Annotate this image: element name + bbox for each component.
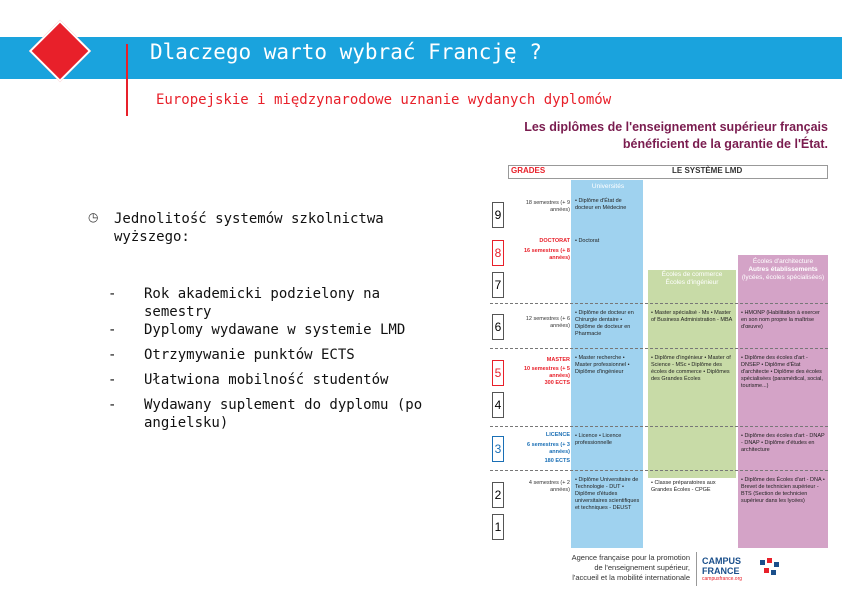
cell-ecoles-art-3: • Diplôme des écoles d'art - DNAP - DNAP • Diplôme d'études en architecture xyxy=(741,433,825,453)
grades-label: GRADES xyxy=(511,166,546,175)
dash-bullet: - xyxy=(108,397,117,413)
sub-list xyxy=(108,285,448,439)
licence-semestres: 6 semestres (+ 3 années) xyxy=(527,442,570,455)
level-9: 9 xyxy=(492,202,504,228)
campus-france-mark-icon xyxy=(758,556,782,578)
dash-bullet: - xyxy=(108,322,117,338)
level-3: 3 xyxy=(492,436,504,462)
licence-label: LICENCE xyxy=(545,432,570,438)
agency-text xyxy=(520,553,690,583)
universites-heading: Universités xyxy=(591,183,625,190)
page-title: Dlaczego warto wybrać Francję ? xyxy=(150,40,542,64)
list-item-text: Otrzymywanie punktów ECTS xyxy=(144,347,355,363)
list-item-text: Ułatwiona mobilność studentów xyxy=(144,372,389,388)
agency-line: Agence française pour la promotion xyxy=(571,553,690,562)
dash-bullet: - xyxy=(108,372,117,388)
grandes-ecoles-heading xyxy=(650,263,734,287)
system-label: LE SYSTÈME LMD xyxy=(672,166,743,175)
list-item xyxy=(108,285,448,321)
list-item xyxy=(108,371,448,389)
separator xyxy=(490,348,828,349)
doctorat-label: DOCTORAT xyxy=(539,238,570,244)
cell-ecoles-art-5: • Diplôme des écoles d'art - DNSEP • Diplôme d'État d'architecte • Diplôme des écoles spécialisées (paramédical, social, tourisme...) xyxy=(741,355,823,389)
master-semestres: 10 semestres (+ 5 années) xyxy=(523,366,570,379)
cell-grandes-ecoles-5: • Diplôme d'ingénieur • Master of Science - MSc • Diplôme des écoles de commerce • Diplômes des Grandes Écoles xyxy=(651,355,731,382)
cell-grandes-ecoles-2: • Classe préparatoires aux Grandes Écoles - CPGE xyxy=(651,480,716,493)
master-label: MASTER xyxy=(546,357,570,363)
footer-divider xyxy=(696,552,697,586)
cell-ecoles-art-2: • Diplôme des Écoles d'art - DNA • Brevet de technicien supérieur - BTS (Section de technicien supérieur dans les lycées) xyxy=(741,477,825,504)
diagram-title-line: bénéficient de la garantie de l'État. xyxy=(622,137,828,151)
list-item-text: Rok akademicki podzielony na semestry xyxy=(144,286,381,320)
separator xyxy=(490,303,828,304)
diagram-title xyxy=(524,119,828,153)
heading-line: Écoles de commerce xyxy=(661,271,723,278)
heading-line: Grandes Écoles xyxy=(668,263,716,270)
list-item xyxy=(108,321,448,339)
level-2: 2 xyxy=(492,482,504,508)
list-item-text: Dyplomy wydawane w systemie LMD xyxy=(144,322,406,338)
heading-line: Écoles d'ingénieur xyxy=(665,279,719,286)
cell-universites-3: • Licence • Licence professionnelle xyxy=(575,433,622,446)
heading-line: Autres établissements xyxy=(748,266,818,273)
list-item xyxy=(108,396,448,432)
logo-line: CAMPUS xyxy=(702,556,742,566)
ecoles-art-heading xyxy=(740,250,826,282)
heading-line: (lycées, écoles spécialisées) xyxy=(741,274,825,281)
campus-france-logo[interactable] xyxy=(702,556,741,576)
level-5: 5 xyxy=(492,360,504,386)
campus-france-url[interactable]: campusfrance.org xyxy=(702,576,743,582)
cell-grandes-ecoles-6: • Master spécialisé - Ms • Master of Business Administration - MBA xyxy=(651,310,733,323)
heading-line: Écoles d'art xyxy=(766,250,800,257)
sem18-note: 18 semestres (+ 9 années) xyxy=(525,200,570,213)
doctorat-semestres: 16 semestres (+ 8 années) xyxy=(523,248,570,261)
master-ects: 300 ECTS xyxy=(544,380,570,386)
sem4-note: 4 semestres (+ 2 années) xyxy=(528,480,570,493)
cell-universites-5: • Master recherche • Master professionnel • Diplôme d'ingénieur xyxy=(575,355,630,375)
dash-bullet: - xyxy=(108,347,117,363)
clock-bullet-icon: ◷ xyxy=(88,210,99,224)
list-item xyxy=(108,346,448,364)
level-8: 8 xyxy=(492,240,504,266)
licence-ects: 180 ECTS xyxy=(544,458,570,464)
diagram-title-line: Les diplômes de l'enseignement supérieur français xyxy=(524,120,828,134)
page-subtitle: Europejskie i międzynarodowe uznanie wydanych dyplomów xyxy=(156,92,612,108)
separator xyxy=(490,470,828,471)
list-item-text: Wydawany suplement do dyplomu (po angielsku) xyxy=(144,397,423,431)
level-4: 4 xyxy=(492,392,504,418)
level-6: 6 xyxy=(492,314,504,340)
divider-line xyxy=(126,44,128,116)
cell-universites-8: • Doctorat xyxy=(575,238,600,244)
sem12-note: 12 semestres (+ 6 années) xyxy=(525,316,570,329)
logo-line: FRANCE xyxy=(702,566,740,576)
agency-line: l'accueil et la mobilité internationale xyxy=(572,573,690,582)
cell-universites-2: • Diplôme Universitaire de Technologie - DUT • Diplôme d'études universitaires scientifiques et techniques - DEUST xyxy=(575,477,640,511)
cell-ecoles-art-6: • HMONP (Habilitation à exercer en son nom propre la maîtrise d'œuvre) xyxy=(741,310,820,330)
heading-line: Écoles d'architecture xyxy=(752,258,814,265)
level-1: 1 xyxy=(492,514,504,540)
main-point: Jednolitość systemów szkolnictwa wyższego: xyxy=(114,211,384,245)
agency-line: de l'enseignement supérieur, xyxy=(594,563,690,572)
cell-universites-9: • Diplôme d'État de docteur en Médecine xyxy=(575,198,627,211)
dash-bullet: - xyxy=(108,286,117,302)
level-7: 7 xyxy=(492,272,504,298)
cell-universites-6: • Diplôme de docteur en Chirurgie dentaire • Diplôme de docteur en Pharmacie xyxy=(575,310,634,337)
separator xyxy=(490,426,828,427)
diagram-header xyxy=(508,165,828,179)
